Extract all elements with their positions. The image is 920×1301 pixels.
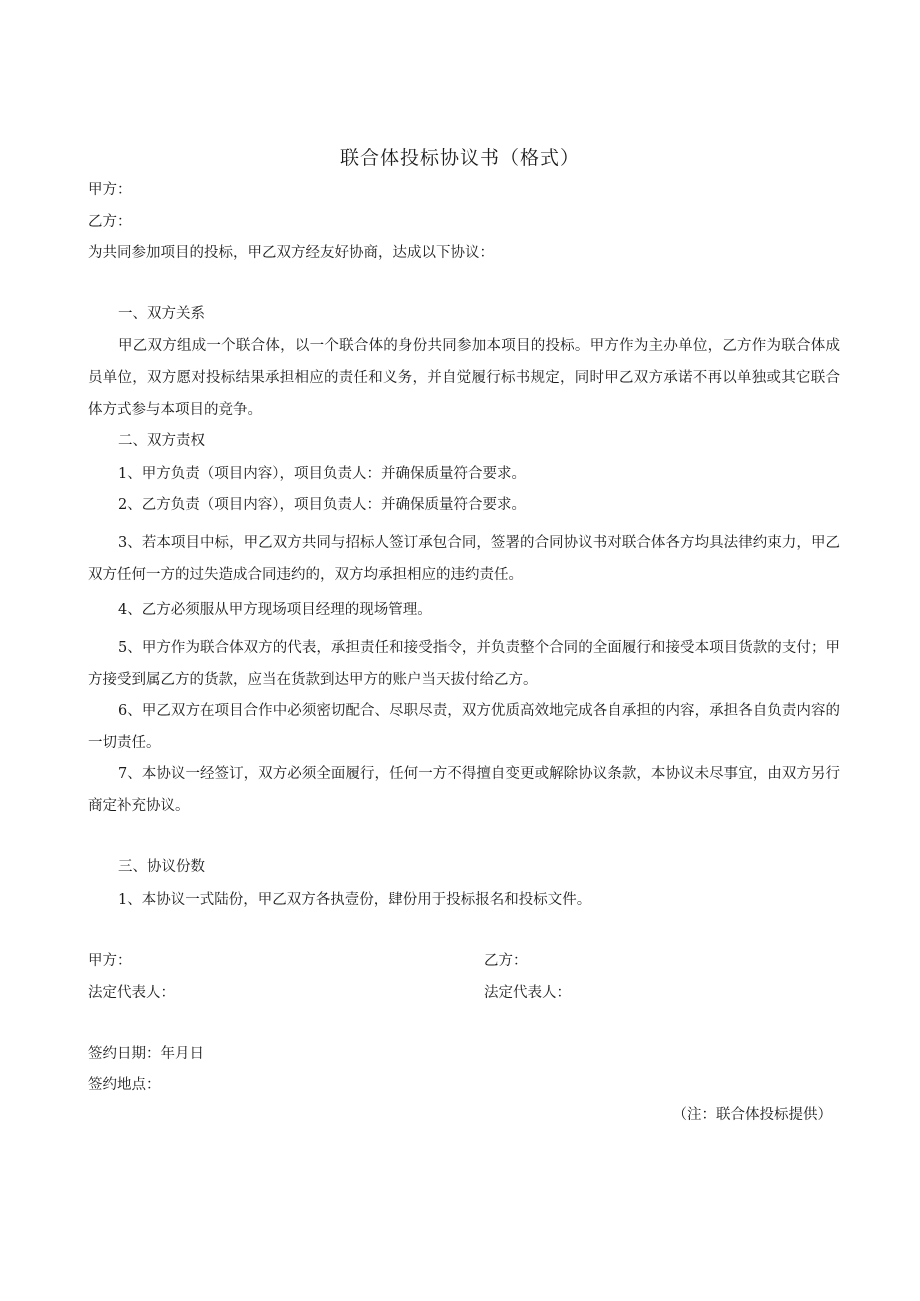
section3-heading: 三、协议份数 [118, 859, 205, 875]
section2-item-6: 6、甲乙双方在项目合作中必须密切配合、尽职尽责，双方优质高效地完成各自承担的内容，承担各自负责内容的一切责任。 [88, 703, 840, 751]
footer-note: （注：联合体投标提供） [672, 1107, 832, 1123]
section2-item-7: 7、本协议一经签订，双方必须全面履行，任何一方不得擅自变更或解除协议条款，本协议未尽事宜，由双方另行商定补充协议。 [88, 766, 840, 814]
section1-body: 甲乙双方组成一个联合体，以一个联合体的身份共同参加本项目的投标。甲方作为主办单位，乙方作为联合体成员单位，双方愿对投标结果承担相应的责任和义务，并自觉履行标书规定，同时甲乙双方承诺不再以单独或其它联合体方式参与本项目的竞争。 [88, 338, 840, 418]
party-a-label: 甲方： [88, 182, 132, 198]
section2-item-2: 2、乙方负责（项目内容），项目负责人：并确保质量符合要求。 [118, 497, 526, 513]
section3-item-1: 1、本协议一式陆份，甲乙双方各执壹份，肆份用于投标报名和投标文件。 [118, 892, 592, 908]
signature-party-b-rep: 法定代表人： [484, 985, 571, 1001]
section2-item-3: 3、若本项目中标，甲乙双方共同与招标人签订承包合同，签署的合同协议书对联合体各方均具法律约束力，甲乙双方任何一方的过失造成合同违约的，双方均承担相应的违约责任。 [88, 535, 840, 583]
intro-paragraph: 为共同参加项目的投标，甲乙双方经友好协商，达成以下协议： [88, 245, 494, 261]
signing-place: 签约地点： [88, 1077, 161, 1093]
party-b-label: 乙方： [88, 214, 132, 230]
section2-item-5: 5、甲方作为联合体双方的代表，承担责任和接受指令，并负责整个合同的全面履行和接受本项目货款的支付；甲方接受到属乙方的货款，应当在货款到达甲方的账户当天拔付给乙方。 [88, 640, 840, 688]
section2-item-1: 1、甲方负责（项目内容），项目负责人：并确保质量符合要求。 [118, 466, 526, 482]
signature-party-b: 乙方： [484, 953, 528, 969]
section2-heading: 二、双方责权 [118, 433, 205, 449]
signature-party-a-rep: 法定代表人： [88, 985, 175, 1001]
document-title: 联合体投标协议书（格式） [339, 147, 580, 169]
section1-heading: 一、双方关系 [118, 306, 205, 322]
signing-date: 签约日期：年月日 [88, 1046, 204, 1062]
signature-party-a: 甲方： [88, 953, 132, 969]
section2-item-4: 4、乙方必须服从甲方现场项目经理的现场管理。 [118, 602, 432, 618]
